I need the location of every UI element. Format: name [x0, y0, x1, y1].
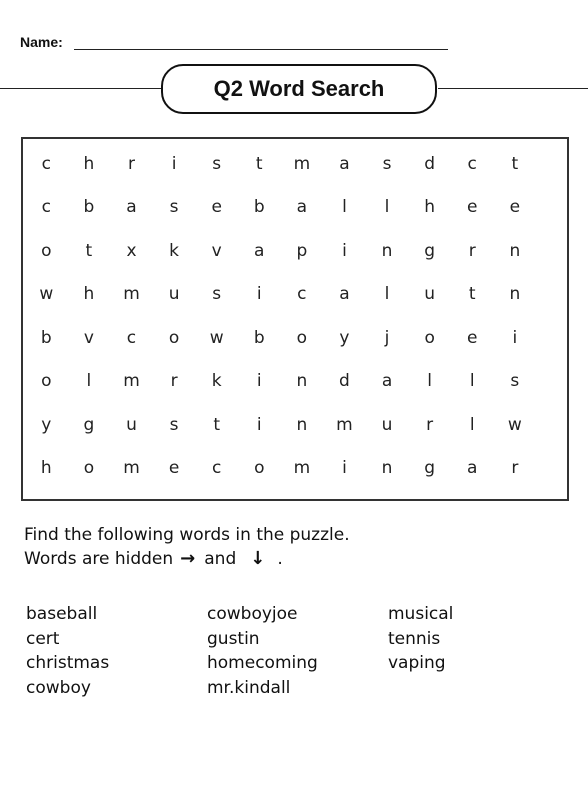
grid-letter[interactable]: h	[83, 284, 95, 305]
grid-letter[interactable]: t	[468, 284, 476, 305]
grid-letter[interactable]: r	[127, 153, 135, 174]
grid-letter[interactable]: n	[381, 240, 393, 261]
grid-letter[interactable]: o	[424, 327, 435, 348]
grid-letter[interactable]: r	[511, 458, 519, 479]
grid-letter[interactable]: h	[424, 197, 436, 218]
grid-letter[interactable]: o	[296, 327, 308, 348]
grid-letter[interactable]: s	[382, 153, 392, 174]
grid-letter[interactable]: c	[126, 327, 137, 348]
grid-letter[interactable]: o	[41, 240, 52, 261]
grid-letter[interactable]: a	[126, 197, 137, 218]
grid-letter[interactable]: u	[168, 284, 180, 305]
grid-letter[interactable]: t	[511, 153, 519, 174]
name-underline[interactable]	[74, 49, 448, 50]
word-item: gustin	[207, 628, 260, 649]
title-rule-right	[438, 88, 588, 89]
word-column-3	[388, 602, 453, 676]
grid-letter[interactable]: i	[512, 327, 518, 348]
grid-letter[interactable]: b	[253, 327, 265, 348]
grid-letter[interactable]: e	[467, 327, 478, 348]
grid-letter[interactable]: c	[211, 458, 222, 479]
grid-letter[interactable]: x	[126, 240, 137, 261]
grid-letter[interactable]: l	[469, 371, 475, 392]
grid-letter[interactable]: e	[509, 197, 521, 218]
grid-letter[interactable]: a	[339, 284, 350, 305]
grid-letter[interactable]: e	[168, 458, 180, 479]
grid-letter[interactable]: h	[83, 153, 95, 174]
grid-letter[interactable]: v	[83, 327, 94, 348]
grid-letter[interactable]: s	[510, 371, 520, 392]
grid-letter[interactable]: j	[384, 327, 390, 348]
grid-letter[interactable]: n	[509, 284, 521, 305]
word-item: tennis	[388, 628, 441, 649]
letter-grid	[25, 142, 537, 490]
grid-letter[interactable]: v	[211, 240, 222, 261]
grid-letter[interactable]: i	[342, 240, 347, 261]
grid-letter[interactable]: a	[339, 153, 350, 174]
instruction-line-1: Find the following words in the puzzle.	[24, 525, 350, 545]
grid-letter[interactable]: i	[171, 153, 177, 174]
grid-row	[25, 316, 537, 360]
instructions	[24, 523, 350, 571]
grid-row	[25, 447, 537, 491]
grid-letter[interactable]: k	[211, 371, 222, 392]
word-item: baseball	[26, 604, 98, 624]
grid-letter[interactable]: h	[40, 458, 52, 479]
grid-letter[interactable]: c	[467, 153, 477, 174]
word-item: mr.kindall	[207, 677, 291, 698]
grid-letter[interactable]: t	[255, 153, 263, 174]
grid-letter[interactable]: s	[212, 284, 222, 305]
grid-row	[25, 273, 537, 317]
grid-letter[interactable]: t	[213, 414, 220, 435]
page-title-text: Q2 Word Search	[213, 76, 385, 101]
grid-letter[interactable]: i	[256, 371, 262, 392]
grid-letter[interactable]: y	[41, 414, 52, 435]
grid-letter[interactable]: g	[83, 414, 95, 435]
word-item: cert	[26, 628, 60, 649]
grid-letter[interactable]: b	[253, 197, 265, 218]
word-column-2	[207, 602, 318, 700]
grid-letter[interactable]: r	[426, 414, 434, 435]
grid-letter[interactable]: s	[169, 414, 179, 435]
word-item: cowboy	[26, 677, 91, 698]
grid-row	[25, 229, 537, 273]
grid-letter[interactable]: l	[342, 197, 347, 218]
instruction-and: and	[204, 549, 237, 569]
grid-letter[interactable]: n	[381, 458, 393, 479]
grid-letter[interactable]: t	[85, 240, 93, 261]
grid-letter[interactable]: l	[384, 197, 390, 218]
grid-letter[interactable]: d	[424, 153, 436, 174]
instruction-period: .	[277, 549, 283, 569]
grid-letter[interactable]: g	[424, 240, 436, 261]
grid-letter[interactable]: m	[293, 458, 311, 479]
grid-letter[interactable]: w	[209, 327, 224, 348]
word-column-1	[26, 602, 109, 700]
grid-letter[interactable]: o	[41, 371, 52, 392]
word-item: musical	[388, 604, 454, 624]
instruction-prefix: Words are hidden	[24, 549, 174, 569]
grid-letter[interactable]: n	[296, 414, 308, 435]
grid-letter[interactable]: n	[296, 371, 308, 392]
grid-letter[interactable]: a	[467, 458, 478, 479]
grid-letter[interactable]: l	[86, 371, 92, 392]
word-item: christmas	[26, 653, 110, 673]
grid-letter[interactable]: u	[381, 414, 393, 435]
word-item: vaping	[388, 653, 446, 673]
grid-letter[interactable]: b	[83, 197, 95, 218]
grid-letter[interactable]: w	[39, 284, 54, 305]
grid-letter[interactable]: m	[123, 284, 140, 305]
arrow-down-icon: ↓	[250, 548, 266, 569]
grid-letter[interactable]: e	[467, 197, 478, 218]
grid-letter[interactable]: c	[41, 197, 51, 218]
grid-letter[interactable]: m	[123, 371, 140, 392]
word-item: homecoming	[207, 653, 318, 673]
grid-row	[25, 403, 537, 447]
grid-letter[interactable]: m	[123, 458, 140, 479]
grid-letter[interactable]: r	[468, 240, 476, 261]
grid-row	[25, 360, 537, 404]
grid-letter[interactable]: s	[212, 153, 222, 174]
grid-letter[interactable]: o	[168, 327, 180, 348]
grid-letter[interactable]: o	[254, 458, 265, 479]
grid-letter[interactable]: e	[211, 197, 222, 218]
grid-letter[interactable]: a	[296, 197, 308, 218]
instruction-line-2	[24, 547, 350, 571]
grid-row	[25, 186, 537, 230]
page-title	[161, 64, 437, 114]
grid-letter[interactable]: o	[83, 458, 95, 479]
grid-letter[interactable]: p	[296, 240, 308, 261]
grid-letter[interactable]: u	[424, 284, 436, 305]
grid-letter[interactable]: k	[169, 240, 179, 261]
grid-letter[interactable]: l	[384, 284, 390, 305]
grid-letter[interactable]: d	[339, 371, 350, 392]
grid-letter[interactable]: i	[342, 458, 347, 479]
grid-row	[25, 142, 537, 186]
grid-letter[interactable]: m	[293, 153, 311, 174]
grid-letter[interactable]: i	[256, 414, 262, 435]
title-rule-left	[0, 88, 162, 89]
grid-letter[interactable]: y	[339, 327, 350, 348]
grid-letter[interactable]: l	[469, 414, 475, 435]
grid-letter[interactable]: w	[507, 414, 522, 435]
grid-letter[interactable]: b	[40, 327, 52, 348]
grid-letter[interactable]: i	[256, 284, 262, 305]
grid-letter[interactable]: s	[169, 197, 179, 218]
arrow-right-icon: →	[180, 548, 196, 569]
grid-letter[interactable]: c	[297, 284, 307, 305]
grid-letter[interactable]: u	[126, 414, 137, 435]
grid-letter[interactable]: a	[254, 240, 265, 261]
grid-letter[interactable]: a	[381, 371, 393, 392]
grid-letter[interactable]: m	[336, 414, 353, 435]
name-label: Name:	[20, 34, 63, 50]
grid-letter[interactable]: r	[170, 371, 178, 392]
grid-letter[interactable]: g	[424, 458, 436, 479]
grid-letter[interactable]: n	[509, 240, 521, 261]
word-item: cowboyjoe	[207, 604, 298, 624]
grid-letter[interactable]: l	[427, 371, 432, 392]
grid-letter[interactable]: c	[41, 153, 51, 174]
